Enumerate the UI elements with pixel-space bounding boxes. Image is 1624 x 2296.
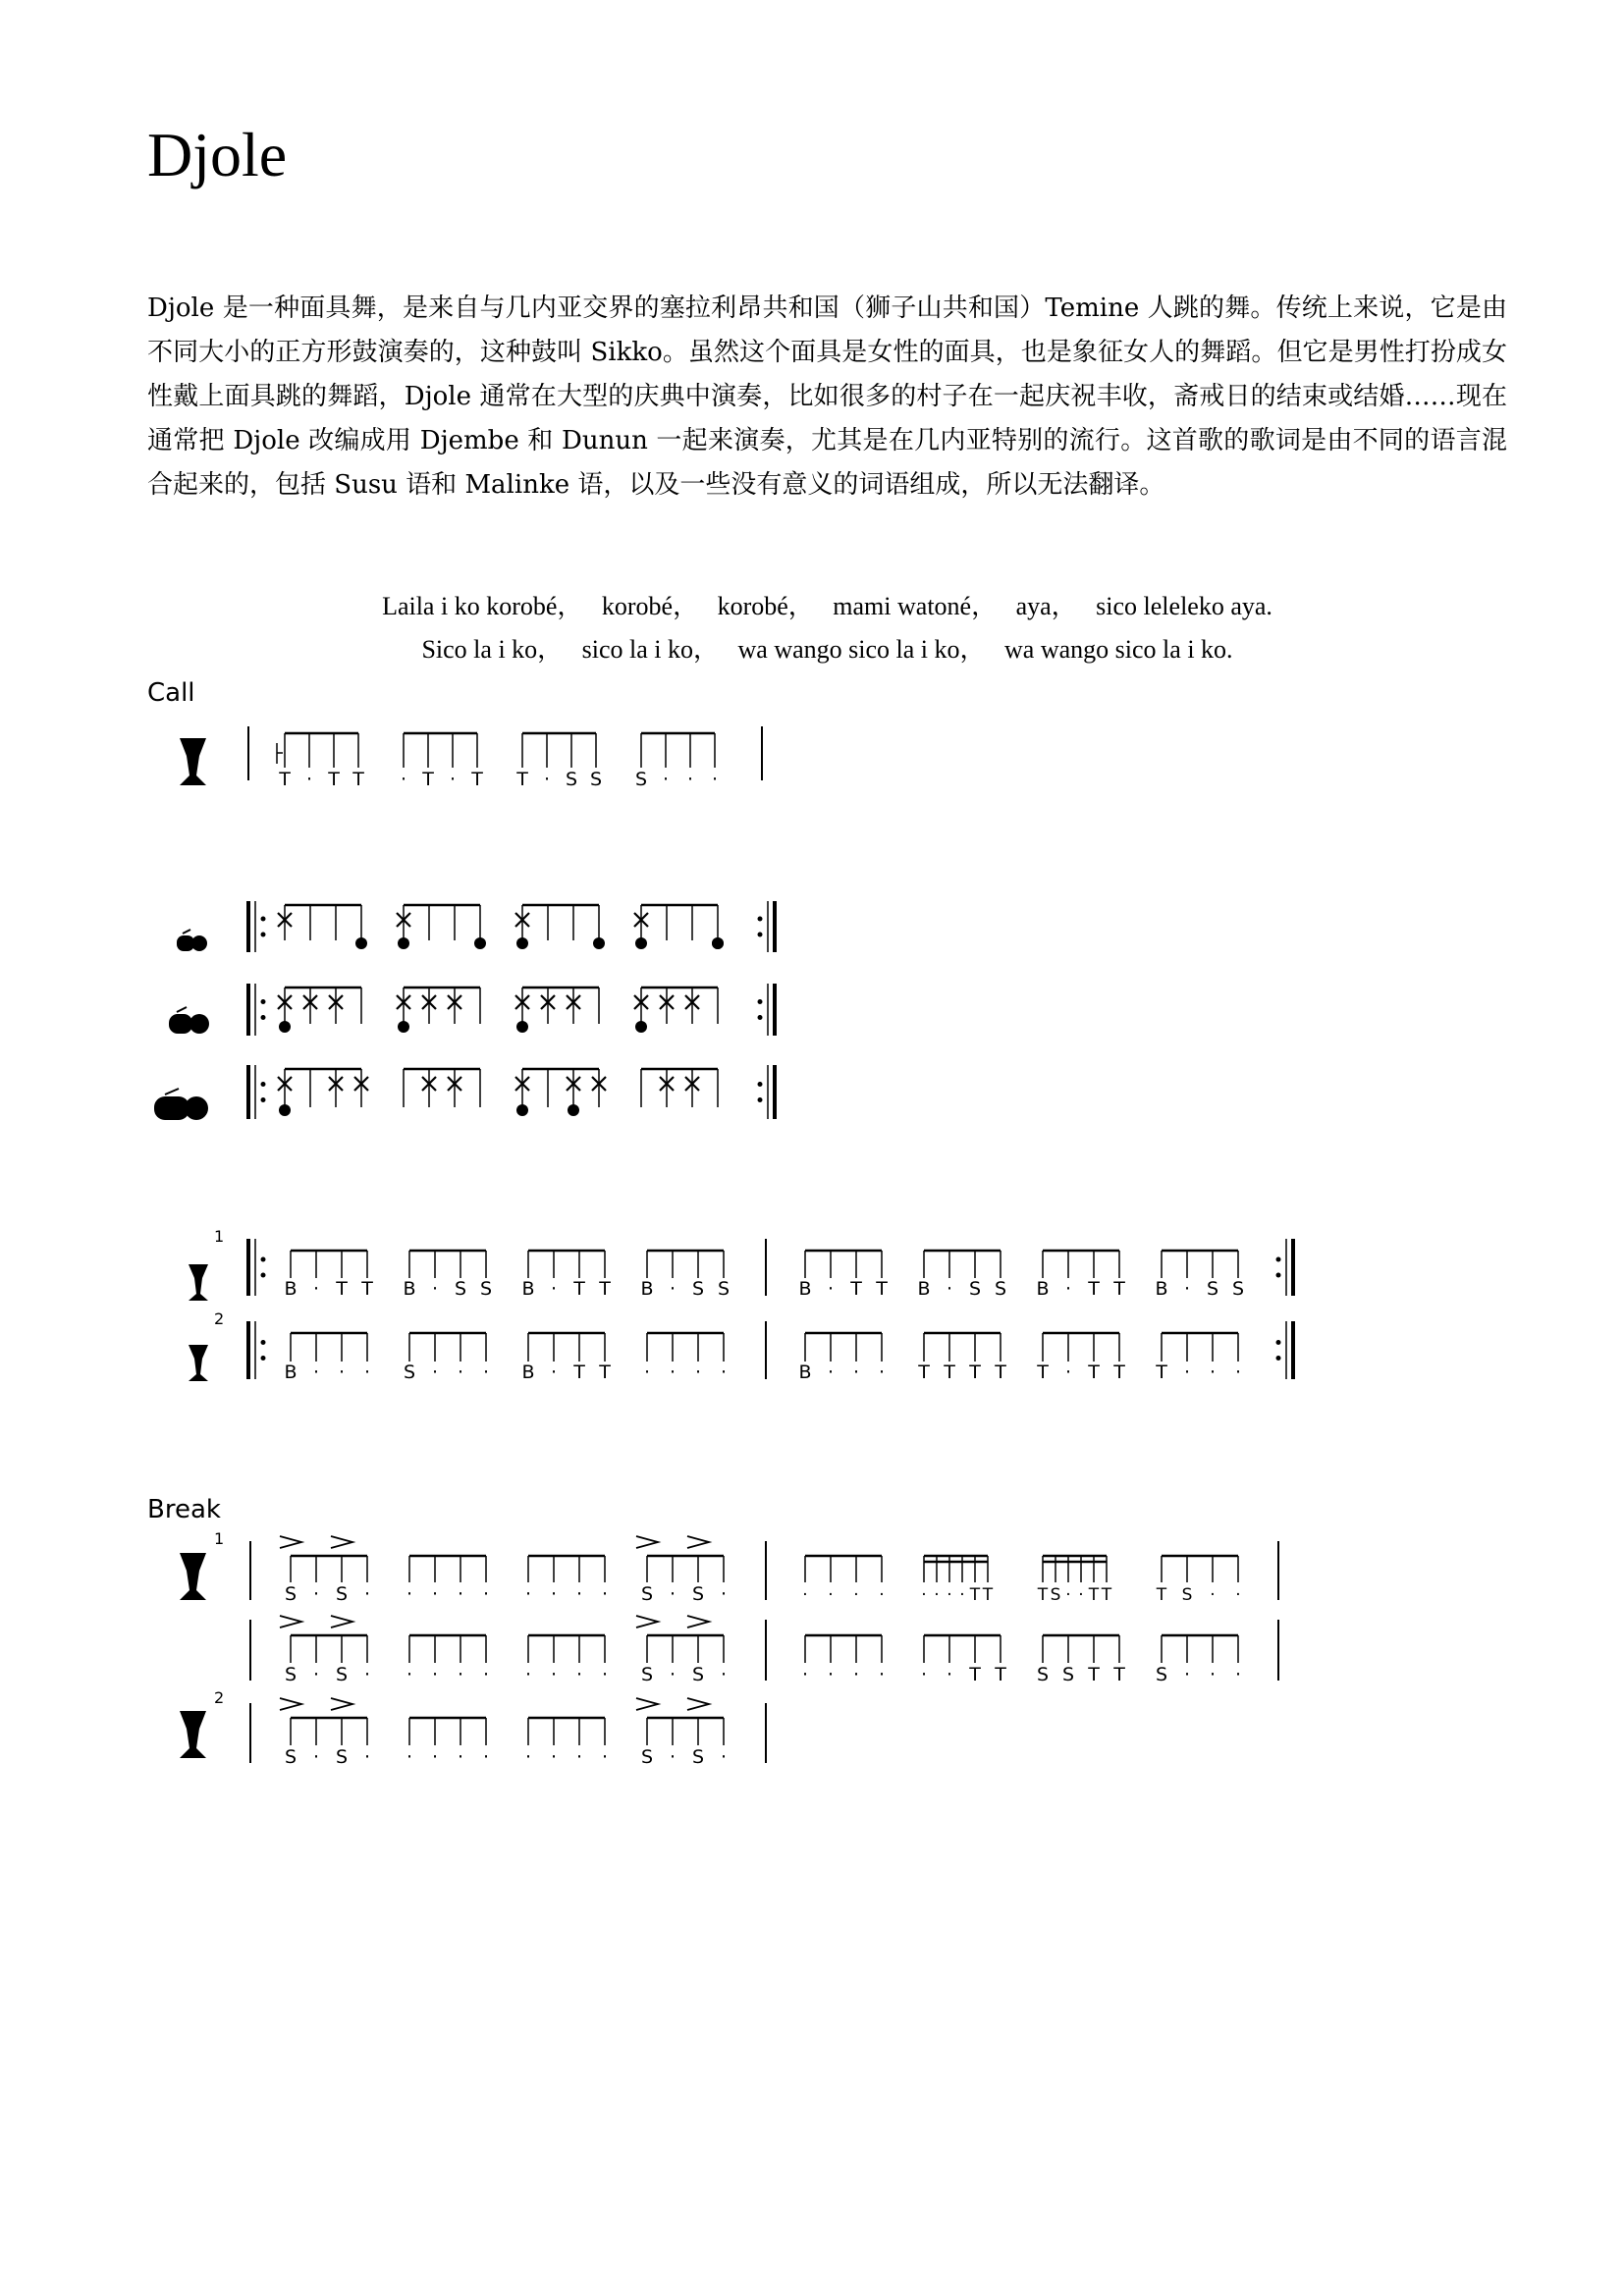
page-title: Djole bbox=[147, 120, 288, 189]
note-label: · bbox=[312, 1664, 320, 1685]
note-label: · bbox=[482, 1746, 490, 1768]
note-label: B bbox=[403, 1278, 416, 1300]
note-label: · bbox=[305, 769, 313, 790]
note-label: T bbox=[1113, 1278, 1125, 1300]
note-label: · bbox=[400, 769, 407, 790]
note-label: T bbox=[279, 769, 291, 790]
note-label: S bbox=[994, 1278, 1007, 1300]
accent-mark bbox=[331, 1616, 352, 1628]
note-label: T bbox=[422, 769, 434, 790]
repeat-dot bbox=[261, 1097, 266, 1102]
note-label: S bbox=[403, 1362, 416, 1383]
repeat-dot bbox=[261, 1082, 266, 1087]
doundounba-icon bbox=[154, 1089, 208, 1120]
note-label: S bbox=[335, 1583, 349, 1605]
note-label: T bbox=[1113, 1362, 1125, 1383]
kenkeni-icon bbox=[177, 930, 207, 951]
note-label: S bbox=[640, 1746, 654, 1768]
note-label: · bbox=[920, 1664, 928, 1685]
note-label: · bbox=[959, 1585, 965, 1605]
note-label: S bbox=[284, 1583, 298, 1605]
accent-mark bbox=[687, 1698, 709, 1710]
note-label: T bbox=[336, 1278, 348, 1300]
note-label: T bbox=[1088, 1664, 1100, 1685]
note-label: B bbox=[284, 1362, 298, 1383]
note-label: S bbox=[284, 1664, 298, 1685]
note-label: · bbox=[720, 1664, 728, 1685]
note-label: · bbox=[643, 1362, 651, 1383]
djembe-2-number: 2 bbox=[214, 1309, 225, 1328]
note-label: · bbox=[1065, 1585, 1071, 1605]
accent-mark bbox=[636, 1536, 658, 1548]
note-label: · bbox=[801, 1664, 809, 1685]
note-label: S bbox=[454, 1278, 467, 1300]
note-label: · bbox=[921, 1585, 927, 1605]
note-label: B bbox=[798, 1362, 812, 1383]
note-label: T bbox=[876, 1278, 888, 1300]
repeat-dot bbox=[261, 917, 266, 922]
note-label: · bbox=[575, 1583, 583, 1605]
note-label: B bbox=[1036, 1278, 1050, 1300]
note-label: · bbox=[1183, 1362, 1191, 1383]
note-label: S bbox=[1181, 1585, 1193, 1605]
note-label: T bbox=[573, 1362, 585, 1383]
note-label: T bbox=[471, 769, 483, 790]
break-2-number: 2 bbox=[214, 1688, 225, 1707]
note-label: · bbox=[543, 769, 551, 790]
note-label: · bbox=[550, 1362, 558, 1383]
note-label: · bbox=[406, 1583, 413, 1605]
drum-stroke-mark bbox=[516, 1104, 528, 1116]
note-label: · bbox=[406, 1664, 413, 1685]
note-label: S bbox=[1061, 1664, 1075, 1685]
note-label: T bbox=[573, 1278, 585, 1300]
note-label: · bbox=[550, 1583, 558, 1605]
repeat-dot bbox=[261, 1356, 266, 1361]
note-label: · bbox=[802, 1585, 808, 1605]
note-label: B bbox=[640, 1278, 654, 1300]
note-label: · bbox=[827, 1278, 835, 1300]
note-label: S bbox=[479, 1278, 493, 1300]
note-label: T bbox=[1037, 1585, 1049, 1605]
note-label: S bbox=[691, 1278, 705, 1300]
note-label: T bbox=[969, 1362, 981, 1383]
note-label: · bbox=[449, 769, 457, 790]
drum-stroke-mark bbox=[712, 937, 724, 949]
note-label: · bbox=[550, 1664, 558, 1685]
note-label: · bbox=[524, 1746, 532, 1768]
note-label: S bbox=[691, 1664, 705, 1685]
break-1-number: 1 bbox=[214, 1529, 225, 1548]
drum-stroke-mark bbox=[398, 937, 409, 949]
note-label: · bbox=[363, 1746, 371, 1768]
note-label: · bbox=[457, 1362, 464, 1383]
repeat-dot bbox=[758, 1015, 763, 1020]
lyric-line-2: Sico la i ko， sico la i ko， wa wango sico la i ko， wa wango sico la i ko. bbox=[421, 635, 1233, 664]
repeat-dot bbox=[1276, 1257, 1281, 1262]
note-label: S bbox=[1231, 1278, 1245, 1300]
note-label: · bbox=[694, 1362, 702, 1383]
accent-mark bbox=[331, 1536, 352, 1548]
note-label: · bbox=[879, 1585, 885, 1605]
note-label: T bbox=[516, 769, 528, 790]
note-label: · bbox=[878, 1362, 886, 1383]
note-label: B bbox=[917, 1278, 931, 1300]
drum-stroke-mark bbox=[635, 1021, 647, 1033]
accent-mark bbox=[331, 1698, 352, 1710]
note-label: · bbox=[363, 1362, 371, 1383]
repeat-dot bbox=[1276, 1273, 1281, 1278]
note-label: T bbox=[850, 1278, 862, 1300]
note-label: · bbox=[878, 1664, 886, 1685]
note-label: · bbox=[686, 769, 694, 790]
note-label: T bbox=[352, 769, 364, 790]
note-label: · bbox=[524, 1583, 532, 1605]
drum-stroke-mark bbox=[398, 1021, 409, 1033]
note-label: B bbox=[521, 1362, 535, 1383]
drum-stroke-mark bbox=[279, 1021, 291, 1033]
note-label: · bbox=[550, 1278, 558, 1300]
intro-paragraph: Djole 是一种面具舞，是来自与几内亚交界的塞拉利昂共和国（狮子山共和国）Temine 人跳的舞。传统上来说，它是由不同大小的正方形鼓演奏的，这种鼓叫 Sikko。虽然这个面具是女性的面具，也是象征女人的舞蹈。但它是男性打扮成女性戴上面具跳的舞蹈，Djole 通常在大型的庆典中演奏，比如很多的村子在一起庆祝丰收，斋戒日的结束或结婚……现在通常把 Djole 改编成用 Djembe 和 Dunun 一起来演奏，尤其是在几内亚特别的流行。这首歌的歌词是由不同的语言混合起来的，包括 Susu 语和 Malinke 语，以及一些没有意义的词语组成，所以无法翻译。 bbox=[147, 294, 1507, 500]
note-label: T bbox=[1088, 1362, 1100, 1383]
note-label: · bbox=[720, 1746, 728, 1768]
note-label: · bbox=[363, 1583, 371, 1605]
accent-mark bbox=[280, 1698, 301, 1710]
note-label: · bbox=[1210, 1585, 1216, 1605]
note-label: · bbox=[827, 1362, 835, 1383]
note-label: T bbox=[599, 1278, 611, 1300]
drum-stroke-mark bbox=[279, 1104, 291, 1116]
note-label: · bbox=[338, 1362, 346, 1383]
note-label: S bbox=[1036, 1664, 1050, 1685]
note-label: · bbox=[431, 1664, 439, 1685]
drum-stroke-mark bbox=[593, 937, 605, 949]
note-label: T bbox=[918, 1362, 930, 1383]
note-label: · bbox=[669, 1664, 677, 1685]
drum-stroke-mark bbox=[568, 1104, 579, 1116]
note-label: · bbox=[1209, 1362, 1217, 1383]
note-label: · bbox=[312, 1583, 320, 1605]
note-label: · bbox=[406, 1746, 413, 1768]
repeat-dot bbox=[261, 999, 266, 1004]
repeat-dot bbox=[261, 1340, 266, 1345]
note-label: · bbox=[1209, 1664, 1217, 1685]
note-label: T bbox=[1101, 1585, 1112, 1605]
drum-stroke-mark bbox=[516, 937, 528, 949]
note-label: · bbox=[482, 1664, 490, 1685]
note-label: · bbox=[1234, 1664, 1242, 1685]
note-label: · bbox=[669, 1583, 677, 1605]
note-label: · bbox=[550, 1746, 558, 1768]
djembe-icon bbox=[180, 1264, 208, 1758]
note-label: · bbox=[482, 1362, 490, 1383]
note-label: · bbox=[1064, 1278, 1072, 1300]
note-label: B bbox=[1155, 1278, 1168, 1300]
note-label: T bbox=[361, 1278, 373, 1300]
repeat-dot bbox=[758, 999, 763, 1004]
note-label: · bbox=[431, 1362, 439, 1383]
note-label: T bbox=[599, 1362, 611, 1383]
note-label: · bbox=[669, 1746, 677, 1768]
note-label: B bbox=[798, 1278, 812, 1300]
note-label: T bbox=[1088, 1278, 1100, 1300]
note-label: T bbox=[944, 1362, 955, 1383]
note-label: S bbox=[565, 769, 578, 790]
note-label: · bbox=[1064, 1362, 1072, 1383]
note-label: S bbox=[335, 1746, 349, 1768]
note-label: S bbox=[1155, 1664, 1168, 1685]
note-label: · bbox=[852, 1664, 860, 1685]
note-label: T bbox=[1156, 1585, 1167, 1605]
repeat-dot bbox=[261, 933, 266, 937]
note-label: · bbox=[312, 1746, 320, 1768]
accent-mark bbox=[687, 1536, 709, 1548]
note-label: · bbox=[601, 1583, 609, 1605]
note-label: · bbox=[720, 1583, 728, 1605]
note-label: B bbox=[521, 1278, 535, 1300]
staff-lines bbox=[248, 726, 1293, 1768]
repeat-dot bbox=[261, 1257, 266, 1262]
note-label: · bbox=[827, 1664, 835, 1685]
note-label: S bbox=[1050, 1585, 1061, 1605]
repeat-dot bbox=[758, 1082, 763, 1087]
accent-mark bbox=[687, 1616, 709, 1628]
note-label: S bbox=[640, 1664, 654, 1685]
djembe-1-number: 1 bbox=[214, 1227, 225, 1246]
note-label: T bbox=[1088, 1585, 1100, 1605]
note-label: · bbox=[1234, 1362, 1242, 1383]
note-label: · bbox=[601, 1746, 609, 1768]
note-label: · bbox=[312, 1278, 320, 1300]
note-label: S bbox=[1206, 1278, 1219, 1300]
note-label: S bbox=[284, 1746, 298, 1768]
note-label: · bbox=[601, 1664, 609, 1685]
note-label: · bbox=[669, 1362, 677, 1383]
repeat-dot bbox=[261, 1015, 266, 1020]
break-label: Break bbox=[147, 1495, 221, 1524]
note-label: · bbox=[934, 1585, 940, 1605]
note-label: · bbox=[720, 1362, 728, 1383]
note-label: T bbox=[1113, 1664, 1125, 1685]
note-label: T bbox=[969, 1664, 981, 1685]
note-label: T bbox=[995, 1362, 1006, 1383]
note-label: · bbox=[946, 1278, 953, 1300]
note-label: · bbox=[457, 1664, 464, 1685]
repeat-dot bbox=[1276, 1340, 1281, 1345]
drum-stroke-mark bbox=[635, 937, 647, 949]
djembe-icon bbox=[180, 738, 206, 785]
note-label: S bbox=[335, 1664, 349, 1685]
note-label: · bbox=[1078, 1585, 1084, 1605]
lyric-line-1: Laila i ko korobé， korobé， korobé， mami watoné， aya， sico leleleko aya. bbox=[382, 592, 1272, 620]
note-label: · bbox=[312, 1362, 320, 1383]
accent-mark bbox=[636, 1616, 658, 1628]
note-label: · bbox=[662, 769, 670, 790]
note-label: · bbox=[575, 1664, 583, 1685]
note-label: · bbox=[1235, 1585, 1241, 1605]
note-label: T bbox=[969, 1585, 981, 1605]
note-label: · bbox=[482, 1583, 490, 1605]
repeat-dot bbox=[758, 1097, 763, 1102]
note-label: T bbox=[1037, 1362, 1049, 1383]
note-label: · bbox=[853, 1585, 859, 1605]
note-label: · bbox=[852, 1362, 860, 1383]
note-label: · bbox=[363, 1664, 371, 1685]
note-label: · bbox=[524, 1664, 532, 1685]
note-label: · bbox=[431, 1278, 439, 1300]
note-label: · bbox=[1183, 1664, 1191, 1685]
note-label: S bbox=[589, 769, 603, 790]
repeat-dot bbox=[758, 917, 763, 922]
accent-mark bbox=[280, 1536, 301, 1548]
note-label: T bbox=[1156, 1362, 1167, 1383]
repeat-dot bbox=[261, 1273, 266, 1278]
note-label: S bbox=[634, 769, 648, 790]
note-label: T bbox=[995, 1664, 1006, 1685]
note-label: · bbox=[457, 1746, 464, 1768]
drum-stroke-mark bbox=[355, 937, 367, 949]
sangban-icon bbox=[169, 1007, 209, 1034]
drum-stroke-mark bbox=[516, 1021, 528, 1033]
note-label: · bbox=[947, 1585, 952, 1605]
repeat-dot bbox=[1276, 1356, 1281, 1361]
note-label: · bbox=[457, 1583, 464, 1605]
call-label: Call bbox=[147, 678, 195, 708]
repeat-dot bbox=[758, 933, 763, 937]
note-label: · bbox=[575, 1746, 583, 1768]
note-label: · bbox=[431, 1583, 439, 1605]
note-label: · bbox=[828, 1585, 834, 1605]
note-label: B bbox=[284, 1278, 298, 1300]
note-label: · bbox=[946, 1664, 953, 1685]
note-label: S bbox=[691, 1746, 705, 1768]
note-label: S bbox=[640, 1583, 654, 1605]
note-label: T bbox=[982, 1585, 994, 1605]
note-label: S bbox=[691, 1583, 705, 1605]
drum-stroke-mark bbox=[474, 937, 486, 949]
note-label: T bbox=[328, 769, 340, 790]
note-label: S bbox=[968, 1278, 982, 1300]
note-label: · bbox=[1183, 1278, 1191, 1300]
accent-mark bbox=[280, 1616, 301, 1628]
note-label: · bbox=[431, 1746, 439, 1768]
note-label: · bbox=[711, 769, 719, 790]
note-label: · bbox=[669, 1278, 677, 1300]
note-label: S bbox=[717, 1278, 731, 1300]
accent-mark bbox=[636, 1698, 658, 1710]
